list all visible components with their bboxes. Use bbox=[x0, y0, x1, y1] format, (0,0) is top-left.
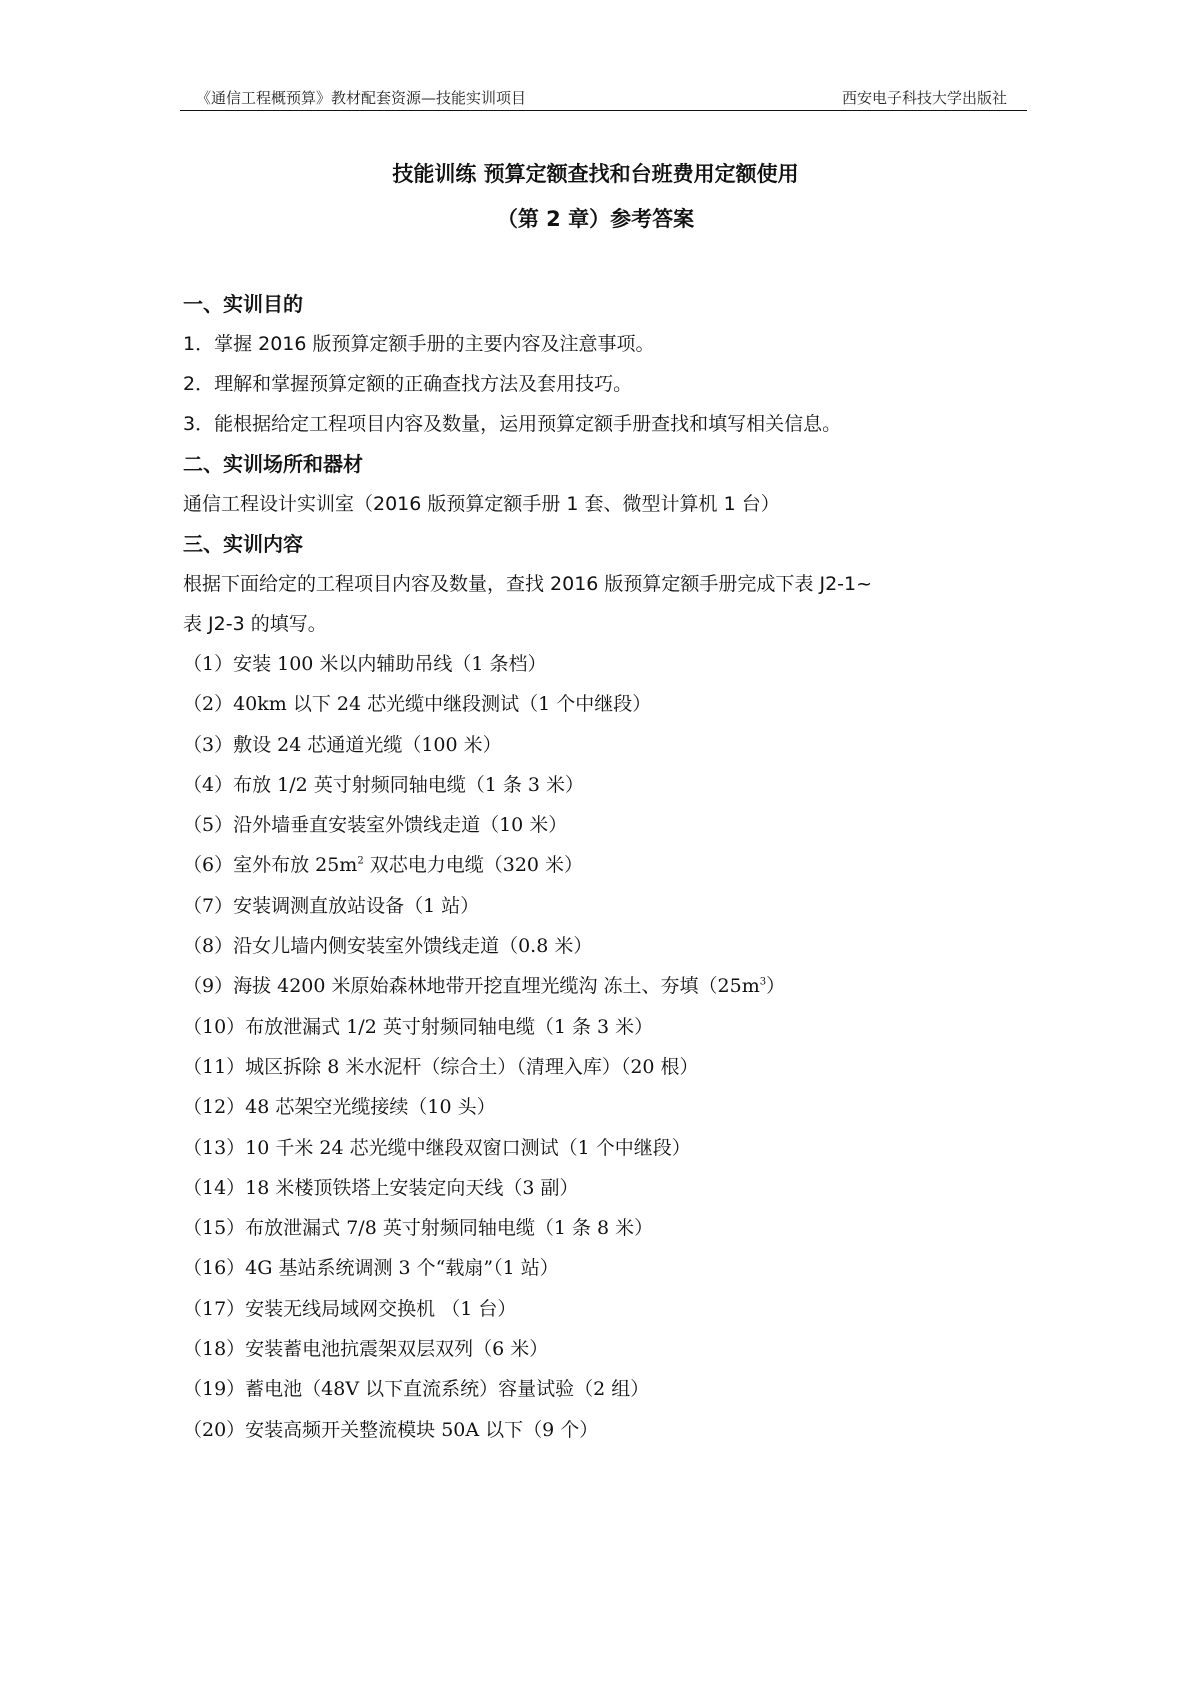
venue-text: 通信工程设计实训室（2016 版预算定额手册 1 套、微型计算机 1 台） bbox=[183, 493, 780, 515]
project-item: （18）安装蓄电池抗震架双层双列（6 米） bbox=[183, 1338, 549, 1361]
project-item: （11）城区拆除 8 米水泥杆（综合土）（清理入库）（20 根） bbox=[183, 1055, 699, 1078]
header-book-title: 《通信工程概预算》教材配套资源—技能实训项目 bbox=[196, 89, 527, 107]
section-heading-objectives: 一、实训目的 bbox=[183, 292, 303, 316]
project-item: （5）沿外墙垂直安装室外馈线走道（10 米） bbox=[183, 814, 568, 837]
header-divider bbox=[180, 110, 1027, 111]
item-text: （9）海拔 4200 米原始森林地带开挖直埋光缆沟 冻土、夯填（25m bbox=[183, 975, 760, 998]
content-intro-line: 表 J2-3 的填写。 bbox=[183, 613, 327, 635]
document-subtitle: （第 2 章）参考答案 bbox=[496, 207, 695, 231]
project-item: （4）布放 1/2 英寸射频同轴电缆（1 条 3 米） bbox=[183, 773, 585, 796]
project-item: （15）布放泄漏式 7/8 英寸射频同轴电缆（1 条 8 米） bbox=[183, 1217, 654, 1240]
project-item bbox=[183, 845, 1043, 885]
section-heading-venue: 二、实训场所和器材 bbox=[183, 452, 363, 476]
project-item bbox=[183, 966, 1043, 1006]
project-item: （17）安装无线局域网交换机 （1 台） bbox=[183, 1297, 517, 1320]
project-item: （2）40km 以下 24 芯光缆中继段测试（1 个中继段） bbox=[183, 693, 652, 716]
project-item: （20）安装高频开关整流模块 50A 以下（9 个） bbox=[183, 1418, 599, 1441]
project-item: （12）48 芯架空光缆接续（10 头） bbox=[183, 1096, 496, 1119]
project-item: （19）蓄电池（48V 以下直流系统）容量试验（2 组） bbox=[183, 1378, 650, 1401]
objective-item: 3．能根据给定工程项目内容及数量，运用预算定额手册查找和填写相关信息。 bbox=[183, 413, 842, 435]
project-item: （3）敷设 24 芯通道光缆（100 米） bbox=[183, 733, 502, 756]
project-item: （14）18 米楼顶铁塔上安装定向天线（3 副） bbox=[183, 1176, 579, 1199]
header-publisher: 西安电子科技大学出版社 bbox=[841, 89, 1007, 107]
project-item-list bbox=[183, 644, 1043, 1450]
project-item: （8）沿女儿墙内侧安装室外馈线走道（0.8 米） bbox=[183, 935, 593, 958]
item-text: （6）室外布放 25m bbox=[183, 854, 358, 877]
superscript: 2 bbox=[357, 856, 364, 868]
item-text: ） bbox=[766, 975, 786, 998]
project-item: （1）安装 100 米以内辅助吊线（1 条档） bbox=[183, 653, 547, 675]
objective-item: 2．理解和掌握预算定额的正确查找方法及套用技巧。 bbox=[183, 373, 633, 395]
project-item: （10）布放泄漏式 1/2 英寸射频同轴电缆（1 条 3 米） bbox=[183, 1015, 654, 1038]
superscript: 3 bbox=[759, 977, 767, 989]
project-item: （13）10 千米 24 芯光缆中继段双窗口测试（1 个中继段） bbox=[183, 1136, 691, 1159]
document-title: 技能训练 预算定额查找和台班费用定额使用 bbox=[392, 162, 799, 186]
objective-item: 1．掌握 2016 版预算定额手册的主要内容及注意事项。 bbox=[183, 333, 655, 355]
section-heading-content: 三、实训内容 bbox=[183, 532, 303, 556]
document-body bbox=[183, 284, 1043, 1450]
item-text: 双芯电力电缆（320 米） bbox=[363, 854, 584, 877]
project-item: （16）4G 基站系统调测 3 个“载扇”（1 站） bbox=[183, 1257, 559, 1280]
running-header bbox=[180, 84, 1027, 108]
content-intro-line: 根据下面给定的工程项目内容及数量，查找 2016 版预算定额手册完成下表 J2-1~ bbox=[183, 573, 873, 595]
project-item: （7）安装调测直放站设备（1 站） bbox=[183, 894, 480, 917]
